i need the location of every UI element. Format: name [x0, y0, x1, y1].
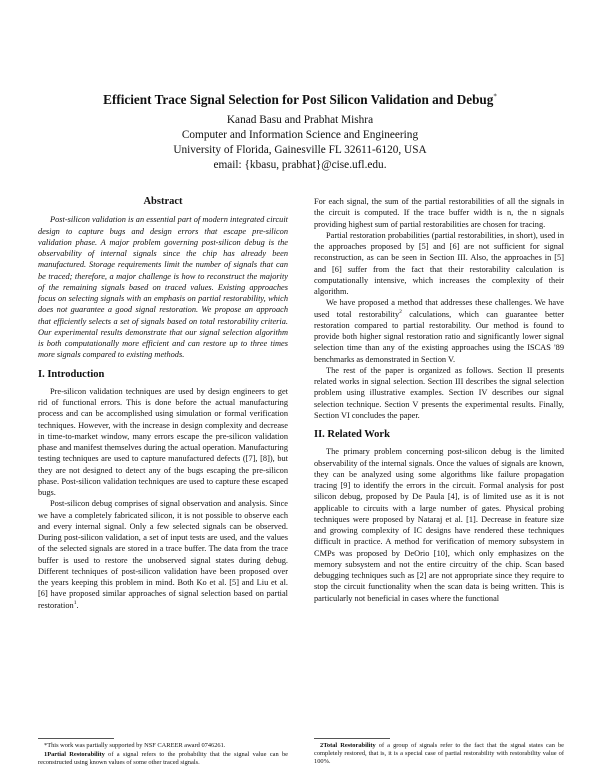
- footnote-2: [314, 742, 564, 767]
- right-paragraph-1: For each signal, the sum of the partial restorabilities of all the signals in the circuit is computed. If the trace buffer width is n, the n signals providing highest sum of partial restorabilities are chosen for tracing.: [314, 197, 564, 229]
- left-footnote-rule: [38, 738, 114, 739]
- introduction-paragraph-2: [38, 498, 288, 611]
- abstract-text: Post-silicon validation is an essential part of modern integrated circuit design to capture bugs and design errors that escape pre-silicon validation phase. A major problem governing post-silicon debug is the observability of internal signals since the chip has already been manufactured. Storage requirements limit the number of signals that can be traced; therefore, a major challenge is how to reconstruct the majority of the remaining signals based on traced values. Existing approaches focus on selecting signals with an emphasis on partial restorability, which does not guarantee a good signal restoration. We propose an approach that efficiently selects a set of signals based on total restorability criteria. Our experimental results demonstrate that our signal selection algorithm is both computationally more efficient and can restore up to three times more signals compared to existing methods.: [38, 215, 288, 360]
- author-email: email: {kbasu, prabhat}@cise.ufl.edu.: [213, 159, 387, 171]
- introduction-paragraph-1: Pre-silicon validation techniques are used by design engineers to get rid of functional errors. This is done before the actual manufacturing process and can be accomplished using simulation or formal verification techniques. However, with the increase in design complexity and decrease in time-to-market window, many errors escape the pre-silicon validation phase and manifest themselves during the actual operation. Manufacturing testing techniques are used to capture manufactured defects ([7], [8]), but they are not designed to detect any of the bugs escaping the pre-silicon phase. Post-silicon validation techniques are used to capture these escaped bugs.: [38, 386, 288, 497]
- author-names: Kanad Basu and Prabhat Mishra: [226, 114, 374, 126]
- footnote-2-term: 2Total Restorability: [320, 742, 376, 749]
- introduction-paragraph-2-end: .: [76, 600, 79, 610]
- right-paragraph-4: The rest of the paper is organized as follows. Section II presents related works in signal selection. Section III describes the signal selection problem using illustrative examples. Section IV describes our signal selection technique. Section V presents the experimental results. Finally, Section VI concludes the paper.: [314, 365, 564, 420]
- right-paragraph-3: [314, 297, 564, 365]
- right-paragraph-2: Partial restoration probabilities (partial restorabilities, in short), used in the approaches proposed by [5] and [6] are not sufficient for signal reconstruction, as can be seen in Section III. Also, the approaches in [5] and [6] suffer from the fact that their restorability calculation is computationally intensive, which increases the complexity of their algorithm.: [314, 230, 564, 296]
- title-text: Efficient Trace Signal Selection for Post Silicon Validation and Debug: [103, 92, 494, 107]
- right-footnotes: [314, 742, 564, 768]
- footnote-1: [38, 751, 288, 767]
- footnote-2-marker: 2: [399, 308, 402, 315]
- footnote-1-term: 1Partial Restorability: [44, 751, 105, 759]
- right-footnote-rule: [314, 738, 390, 739]
- right-column: [314, 196, 564, 604]
- affiliation-department: Computer and Information Science and Engineering: [181, 129, 419, 141]
- introduction-paragraph-2-text: Post-silicon debug comprises of signal observation and analysis. Since we have a completely fabricated silicon, it is not possible to observe each and every internal signal. Only a few selected signals can be observed. During post-silicon validation, a set of input tests are used, and the values of the selected signals are stored in a trace buffer. The data from the trace buffer is used to restore the unobserved signal states during debug. Different techniques of post-silicon validation have been proposed over the years keeping this problem in mind. Both Ko et al. [5] and Liu et al. [6] have proposed similar approaches of signal selection based on partial restoration: [38, 499, 288, 610]
- right-paragraph-3-start: We have proposed a method that addresses these challenges. We have used total restorability: [314, 298, 564, 319]
- related-work-paragraph-1: The primary problem concerning post-silicon debug is the limited observability of the internal signals. Once the values of signals are known, they can be analyzed using some algorithms like failure propagation tracing [9] to identify the errors in the circuit. Formal analysis for post silicon debug, proposed by De Paula [4], is of limited use as it is not applicable to circuits with a large number of gates. Physical probing techniques were proposed by Nataraj et al. [1]. Decrease in feature size and growing complexity of IC designs have rendered these techniques difficult in practice. A method for verification of memory subsystem in CMPs was proposed by DeOrio [10], which only emphasizes on the memory subsystem and not the entire circuitry of the chip. Scan based debugging techniques such as [2] are not appropriate since they require to stop the circuit functionality when the scan data is being written. This is particularly not beneficial in cases where the functional: [314, 447, 564, 603]
- related-work-heading: II. Related Work: [314, 429, 390, 440]
- abstract-heading: Abstract: [143, 196, 183, 207]
- footnote-1-text: of a signal refers to the probability that the signal value can be reconstructed using known values of some other traced signals.: [38, 751, 288, 767]
- right-paragraph-3-end: calculations, which can guarantee better restoration compared to partial restorability. Our method is found to provide both higher signal restoration ratio and significantly lower signal selection time than any of the existing approaches using the ISCAS '89 benchmarks as demonstrated in Section V.: [314, 309, 564, 364]
- footnote-1-marker: 1: [73, 599, 77, 606]
- footnote-2-text: of a group of signals refer to the fact that the signal states can be completely restored, that is, it is a special case of partial restorability with restorability value of 100%.: [314, 742, 564, 766]
- title-footnote-marker: *: [493, 92, 497, 101]
- introduction-heading: I. Introduction: [38, 368, 105, 380]
- paper-title: [0, 92, 600, 108]
- footnote-star: *This work was partially supported by NSF CAREER award 0746261.: [44, 742, 226, 749]
- author-block: [0, 113, 600, 173]
- left-column: [38, 196, 288, 611]
- affiliation-university: University of Florida, Gainesville FL 32611-6120, USA: [173, 144, 427, 156]
- left-footnotes: [38, 742, 288, 769]
